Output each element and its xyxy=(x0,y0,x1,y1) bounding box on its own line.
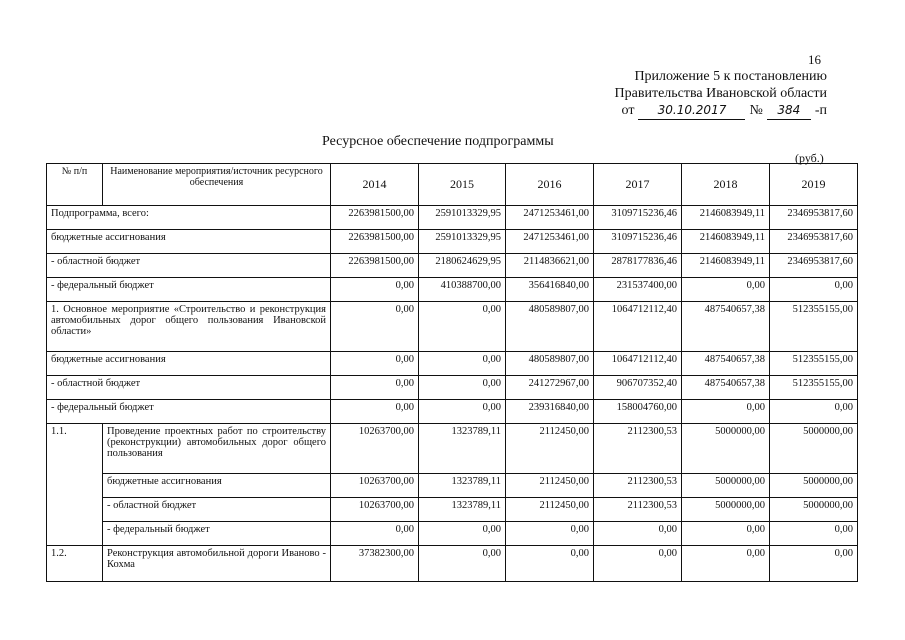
appendix-header xyxy=(615,68,827,120)
value-cell: 0,00 xyxy=(331,352,419,376)
value-cell: 1323789,11 xyxy=(419,498,506,522)
value-cell: 0,00 xyxy=(331,376,419,400)
value-cell: 2591013329,95 xyxy=(419,230,506,254)
table-row xyxy=(47,302,858,352)
value-cell: 2112450,00 xyxy=(506,474,594,498)
appendix-line-2: Правительства Ивановской области xyxy=(614,86,827,101)
number-label: № xyxy=(749,103,763,118)
value-cell: 0,00 xyxy=(770,546,858,582)
value-cell: 37382300,00 xyxy=(331,546,419,582)
header-year-2014: 2014 xyxy=(331,164,419,206)
table-row xyxy=(47,546,858,582)
value-cell: 0,00 xyxy=(594,522,682,546)
row-name: - областной бюджет xyxy=(47,254,331,278)
value-cell: 0,00 xyxy=(331,522,419,546)
row-name: - федеральный бюджет xyxy=(103,522,331,546)
value-cell: 487540657,38 xyxy=(682,302,770,352)
value-cell: 10263700,00 xyxy=(331,498,419,522)
value-cell: 1064712112,40 xyxy=(594,352,682,376)
row-name: Проведение проектных работ по строительству (реконструкции) автомобильных дорог общего пользования xyxy=(103,424,331,474)
row-name: бюджетные ассигнования xyxy=(103,474,331,498)
value-cell: 906707352,40 xyxy=(594,376,682,400)
value-cell: 487540657,38 xyxy=(682,352,770,376)
value-cell: 0,00 xyxy=(419,376,506,400)
value-cell: 0,00 xyxy=(506,546,594,582)
value-cell: 0,00 xyxy=(331,278,419,302)
header-year-2018: 2018 xyxy=(682,164,770,206)
value-cell: 0,00 xyxy=(419,352,506,376)
header-col-number: № п/п xyxy=(47,164,103,206)
value-cell: 2346953817,60 xyxy=(770,206,858,230)
table-row xyxy=(47,278,858,302)
value-cell: 5000000,00 xyxy=(682,498,770,522)
value-cell: 158004760,00 xyxy=(594,400,682,424)
value-cell: 5000000,00 xyxy=(770,474,858,498)
value-cell: 512355155,00 xyxy=(770,302,858,352)
value-cell: 10263700,00 xyxy=(331,424,419,474)
header-year-2015: 2015 xyxy=(419,164,506,206)
table-row xyxy=(47,400,858,424)
table-row xyxy=(47,474,858,498)
resource-table xyxy=(46,163,858,582)
value-cell: 2114836621,00 xyxy=(506,254,594,278)
value-cell: 0,00 xyxy=(331,400,419,424)
value-cell: 241272967,00 xyxy=(506,376,594,400)
value-cell: 0,00 xyxy=(770,278,858,302)
value-cell: 480589807,00 xyxy=(506,302,594,352)
value-cell: 5000000,00 xyxy=(682,474,770,498)
table-row xyxy=(47,206,858,230)
value-cell: 2346953817,60 xyxy=(770,230,858,254)
value-cell: 2471253461,00 xyxy=(506,206,594,230)
value-cell: 2180624629,95 xyxy=(419,254,506,278)
header-col-name: Наименование мероприятия/источник ресурсного обеспечения xyxy=(103,164,331,206)
value-cell: 3109715236,46 xyxy=(594,206,682,230)
value-cell: 0,00 xyxy=(770,400,858,424)
value-cell: 1323789,11 xyxy=(419,424,506,474)
table-row xyxy=(47,254,858,278)
value-cell: 0,00 xyxy=(682,522,770,546)
value-cell: 2878177836,46 xyxy=(594,254,682,278)
value-cell: 0,00 xyxy=(419,522,506,546)
value-cell: 2591013329,95 xyxy=(419,206,506,230)
value-cell: 0,00 xyxy=(506,522,594,546)
table-row xyxy=(47,498,858,522)
value-cell: 2112300,53 xyxy=(594,424,682,474)
value-cell: 239316840,00 xyxy=(506,400,594,424)
value-cell: 487540657,38 xyxy=(682,376,770,400)
value-cell: 0,00 xyxy=(331,302,419,352)
value-cell: 2146083949,11 xyxy=(682,230,770,254)
row-name: - федеральный бюджет xyxy=(47,278,331,302)
value-cell: 2112300,53 xyxy=(594,498,682,522)
value-cell: 5000000,00 xyxy=(682,424,770,474)
value-cell: 0,00 xyxy=(419,302,506,352)
value-cell: 10263700,00 xyxy=(331,474,419,498)
number-suffix: -п xyxy=(814,103,827,118)
value-cell: 231537400,00 xyxy=(594,278,682,302)
handwritten-number: 384 xyxy=(767,102,811,120)
header-year-2017: 2017 xyxy=(594,164,682,206)
handwritten-date: 30.10.2017 xyxy=(638,102,745,120)
value-cell: 512355155,00 xyxy=(770,352,858,376)
header-year-2016: 2016 xyxy=(506,164,594,206)
row-name: 1. Основное мероприятие «Строительство и реконструкция автомобильных дорог общего пользования Ивановской области» xyxy=(47,302,331,352)
value-cell: 2146083949,11 xyxy=(682,206,770,230)
value-cell: 2112450,00 xyxy=(506,424,594,474)
row-name: Реконструкция автомобильной дороги Иваново - Кохма xyxy=(103,546,331,582)
row-name: Подпрограмма, всего: xyxy=(47,206,331,230)
row-name: бюджетные ассигнования xyxy=(47,352,331,376)
appendix-line-1: Приложение 5 к постановлению xyxy=(634,69,827,84)
value-cell: 410388700,00 xyxy=(419,278,506,302)
table-row xyxy=(47,522,858,546)
document-title: Ресурсное обеспечение подпрограммы xyxy=(322,134,554,149)
table-header-row xyxy=(47,164,858,206)
value-cell: 0,00 xyxy=(682,400,770,424)
value-cell: 0,00 xyxy=(682,278,770,302)
value-cell: 356416840,00 xyxy=(506,278,594,302)
value-cell: 5000000,00 xyxy=(770,424,858,474)
value-cell: 2346953817,60 xyxy=(770,254,858,278)
from-label: от xyxy=(621,103,635,118)
row-name: - областной бюджет xyxy=(103,498,331,522)
value-cell: 2112450,00 xyxy=(506,498,594,522)
value-cell: 1064712112,40 xyxy=(594,302,682,352)
value-cell: 0,00 xyxy=(594,546,682,582)
table-row xyxy=(47,424,858,474)
value-cell: 2263981500,00 xyxy=(331,206,419,230)
value-cell: 0,00 xyxy=(419,400,506,424)
value-cell: 0,00 xyxy=(419,546,506,582)
value-cell: 2112300,53 xyxy=(594,474,682,498)
header-year-2019: 2019 xyxy=(770,164,858,206)
row-name: бюджетные ассигнования xyxy=(47,230,331,254)
value-cell: 480589807,00 xyxy=(506,352,594,376)
table-row xyxy=(47,376,858,400)
value-cell: 2263981500,00 xyxy=(331,230,419,254)
value-cell: 1323789,11 xyxy=(419,474,506,498)
value-cell: 5000000,00 xyxy=(770,498,858,522)
row-name: - областной бюджет xyxy=(47,376,331,400)
table-row xyxy=(47,230,858,254)
row-name: - федеральный бюджет xyxy=(47,400,331,424)
page-number: 16 xyxy=(808,52,821,67)
value-cell: 0,00 xyxy=(682,546,770,582)
value-cell: 3109715236,46 xyxy=(594,230,682,254)
units-label: (руб.) xyxy=(795,151,824,165)
table-row xyxy=(47,352,858,376)
value-cell: 512355155,00 xyxy=(770,376,858,400)
value-cell: 2146083949,11 xyxy=(682,254,770,278)
row-number: 1.1. xyxy=(47,424,103,546)
value-cell: 0,00 xyxy=(770,522,858,546)
row-number: 1.2. xyxy=(47,546,103,582)
value-cell: 2471253461,00 xyxy=(506,230,594,254)
order-reference xyxy=(615,102,827,120)
value-cell: 2263981500,00 xyxy=(331,254,419,278)
